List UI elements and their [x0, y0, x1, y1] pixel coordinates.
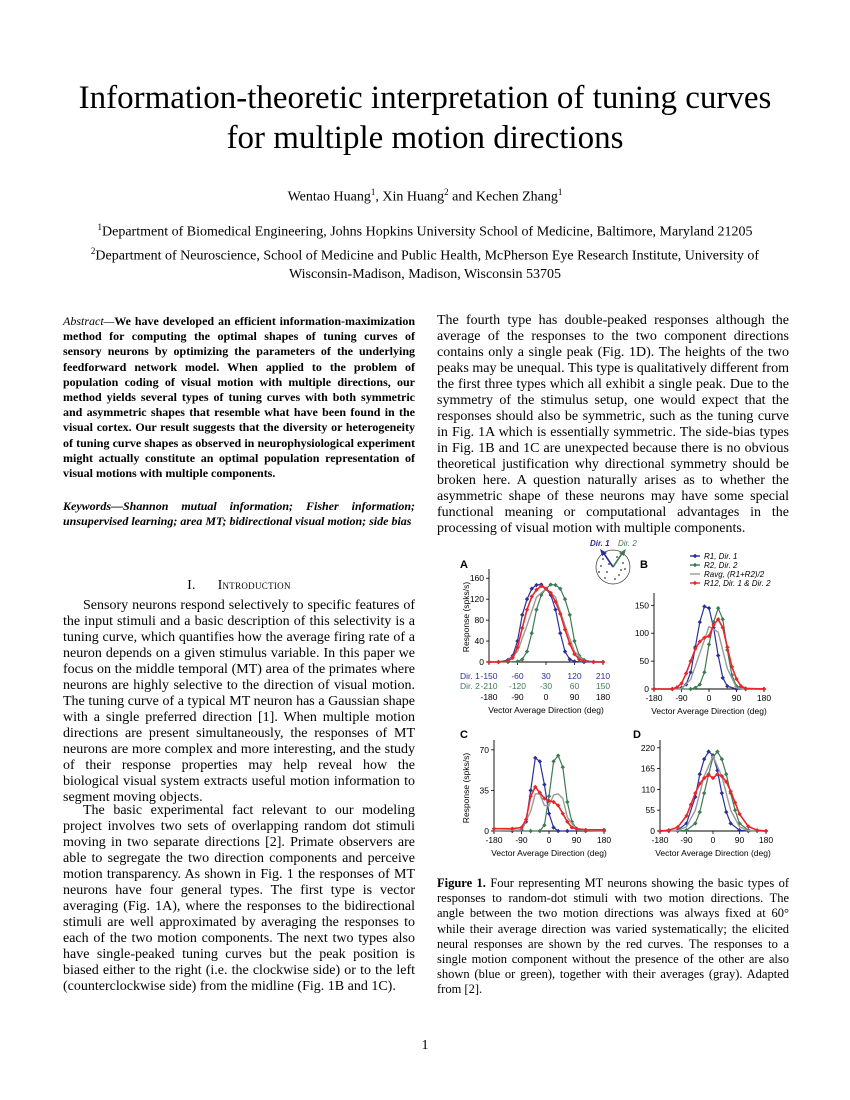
random-dot — [614, 578, 616, 580]
y-tick-label: 0 — [644, 684, 649, 694]
data-point — [725, 645, 729, 649]
y-axis-title-bottom: Response (spks/s) — [461, 752, 471, 824]
figure-1 — [437, 535, 797, 865]
legend-marker — [693, 581, 697, 585]
data-point — [496, 660, 500, 664]
data-point — [547, 794, 551, 798]
x-tick-label: 0 — [710, 835, 716, 845]
section-number: I. — [187, 577, 196, 592]
author-2: Xin Huang — [382, 189, 445, 205]
random-dot — [616, 556, 618, 558]
dir2-row-label: Dir. 2 — [460, 681, 480, 691]
affiliation-1-text: Department of Biomedical Engineering, Johns Hopkins University School of Medicine, Baltimore, Maryland 21205 — [102, 224, 753, 240]
y-tick-label: 165 — [640, 763, 655, 774]
affiliation-2 — [60, 242, 790, 284]
stimulus-icon — [590, 539, 637, 584]
data-point — [565, 829, 569, 833]
right-column-paragraph: The fourth type has double-peaked responses although the average of the responses to the two component directions contains only a single peak (Fig. 1D). The heights of the two peaks may be unequal. This type is qualitatively different from the first three types which all exhibit a single peak. Due to the symmetry of the stimulus setup, one would expect that the responses should also be symmetric, such as the tuning curve in Fig. 1A which is essentially symmetric. The side-bias types in Fig. 1B and 1C are unexpected because there is no obvious theoretical justification why directional symmetry should be broken here. A question naturally arises as to whether the asymmetric shape of these neurons may have some special functional meaning or computational advantages in the processing of visual motion with multiple components. — [437, 313, 789, 536]
x-tick-label: 90 — [571, 835, 582, 845]
data-point — [702, 791, 706, 795]
data-point — [658, 829, 662, 833]
dir2-tick-label: -210 — [480, 681, 498, 691]
data-point — [601, 660, 605, 664]
y-axis-title-top: Response (spks/s) — [461, 581, 471, 653]
panel-label: C — [460, 729, 468, 741]
x-tick-label: 0 — [546, 835, 552, 845]
x-tick-label: 90 — [734, 835, 745, 845]
x-tick-label: 0 — [543, 692, 549, 702]
section-title: Introduction — [217, 577, 291, 592]
dir1-icon-label: Dir. 1 — [590, 539, 610, 548]
random-dot — [618, 574, 620, 576]
data-point — [716, 653, 720, 657]
x-tick-label: -180 — [480, 692, 498, 702]
y-tick-label: 100 — [634, 628, 649, 639]
x-axis-title: Vector Average Direction (deg) — [491, 848, 607, 858]
abstract-text: We have developed an efficient information-maximization method for computing the optimal shapes of tuning curves of sensory neurons by optimizing the parameters of the underlying feedforward network model. When applied to the problem of population coding of visual motion with multiple directions, our method yields several types of tuning curves with both symmetric and asymmetric shapes that resemble what have been found in the visual cortex. Our result suggests that the diversity or heterogeneity of tuning curve shapes as observed in neurophysiological experiment might actually constitute an optimal population representation of visual motions with multiple components. — [63, 314, 415, 481]
x-tick-label: -180 — [645, 693, 663, 703]
caption-label: Figure 1. — [437, 876, 486, 890]
data-point — [762, 687, 766, 691]
data-point — [707, 642, 711, 646]
series-line — [660, 752, 766, 831]
dir2-icon-label: Dir. 2 — [618, 539, 637, 548]
x-tick-label: -180 — [651, 835, 669, 845]
paper-title — [40, 78, 810, 158]
panel-label: B — [640, 559, 648, 571]
y-tick-label: 160 — [469, 573, 484, 584]
data-point — [721, 617, 725, 621]
legend-marker — [693, 563, 697, 567]
x-tick-label: -180 — [485, 835, 503, 845]
series-line — [489, 585, 603, 663]
y-tick-label: 70 — [479, 744, 489, 755]
x-tick-label: -90 — [511, 692, 524, 702]
x-tick-label: 180 — [596, 835, 612, 845]
caption-text: Four representing MT neurons showing the basic types of responses to random-dot stimuli with two motion directions. The angle between the two motion directions was always fixed at 60° while their average direction was varied systematically; the elicited neural responses are shown by the red curves. The responses to a single motion component without the presence of the other are also shown (blue or green), together with their averages (gray). Adapted from [2]. — [437, 876, 789, 997]
series-line — [654, 608, 764, 689]
x-tick-label: 0 — [706, 693, 712, 703]
x-tick-label: -90 — [680, 835, 693, 845]
random-dot — [620, 569, 622, 571]
dir1-tick-label: 30 — [541, 671, 551, 681]
y-tick-label: 50 — [639, 656, 649, 667]
dir2-tick-label: 150 — [595, 681, 611, 691]
dir1-row-label: Dir. 1 — [460, 671, 480, 681]
dir1-tick-label: -60 — [511, 671, 524, 681]
section-heading — [63, 577, 415, 593]
random-dot — [622, 562, 624, 564]
data-point — [561, 765, 565, 769]
data-point — [707, 606, 711, 610]
legend — [690, 552, 771, 588]
panel-label: A — [460, 559, 468, 571]
author-3-sup: 1 — [557, 187, 563, 197]
data-point — [724, 810, 728, 814]
y-tick-label: 150 — [634, 600, 649, 611]
data-point — [568, 613, 572, 617]
author-2-sup: 2 — [444, 187, 449, 197]
data-point — [725, 684, 729, 688]
y-tick-label: 0 — [650, 826, 655, 836]
panel-label: D — [633, 729, 641, 741]
x-axis-title: Vector Average Direction (deg) — [488, 705, 604, 715]
x-axis-title: Vector Average Direction (deg) — [655, 848, 771, 858]
x-tick-label: -90 — [675, 693, 688, 703]
data-point — [572, 639, 576, 643]
keywords: Keywords—Shannon mutual information; Fisher information; unsupervised learning; area MT; bidirectional visual motion; side bias — [63, 499, 415, 529]
title-line-2: for multiple motion directions — [226, 120, 624, 156]
series-line — [660, 752, 766, 831]
data-point — [698, 810, 702, 814]
random-dot — [598, 571, 600, 573]
random-dot — [600, 565, 602, 567]
affiliation-1-sup: 1 — [97, 222, 102, 232]
x-axis-title: Vector Average Direction (deg) — [651, 706, 767, 716]
legend-label: R1, Dir. 1 — [704, 552, 738, 561]
author-list — [40, 187, 810, 206]
data-point — [542, 782, 546, 786]
data-point — [534, 607, 538, 611]
data-point — [487, 660, 491, 664]
legend-label: Ravg, (R1+R2)/2 — [704, 570, 765, 579]
abstract — [63, 314, 415, 481]
legend-label: R12, Dir. 1 & Dir. 2 — [704, 579, 771, 588]
data-point — [563, 597, 567, 601]
dir2-tick-label: -30 — [539, 681, 553, 691]
panel-a — [460, 559, 610, 715]
y-tick-label: 0 — [479, 657, 484, 667]
x-tick-label: -90 — [515, 835, 528, 845]
x-tick-label: 180 — [595, 692, 611, 702]
random-dot — [606, 571, 608, 573]
y-tick-label: 220 — [640, 742, 655, 753]
author-sep-1: , — [375, 189, 383, 205]
y-tick-label: 80 — [474, 615, 484, 626]
data-point — [553, 607, 557, 611]
series-line — [660, 756, 766, 831]
dir1-tick-label: 210 — [595, 671, 611, 681]
random-dot — [602, 558, 604, 560]
dir1-tick-label: -150 — [480, 671, 498, 681]
series-line — [660, 774, 766, 831]
y-tick-label: 55 — [645, 805, 655, 816]
data-point — [688, 687, 692, 691]
series-line — [489, 585, 603, 663]
legend-marker — [693, 554, 697, 558]
y-tick-label: 120 — [469, 594, 484, 605]
data-point — [558, 631, 562, 635]
author-1-sup: 1 — [370, 187, 376, 197]
series-line — [494, 756, 604, 831]
x-tick-label: 90 — [569, 692, 580, 702]
data-point — [764, 829, 768, 833]
data-point — [702, 670, 706, 674]
data-point — [720, 791, 724, 795]
data-point — [525, 607, 529, 611]
y-tick-label: 110 — [641, 784, 655, 795]
dir2-tick-label: -120 — [508, 681, 527, 691]
intro-paragraph-1: Sensory neurons respond selectively to specific features of the input stimuli and a basic description of this selectivity is a tuning curve, which quantifies how the average firing rate of a neuron depends on a given stimulus variable. In this paper we focus on the middle temporal (MT) area of the primates where neurons are highly selective to the direction of visual motion. The tuning curve of a typical MT neuron has a Gaussian shape with a single preferred direction [1]. When multiple motion directions are present simultaneously, the responses of MT neurons are more complex and more interesting, and the study of their response properties may help reveal how the biological visual system extracts useful motion information to segment moving objects. — [63, 598, 415, 805]
data-point — [652, 687, 656, 691]
data-point — [520, 613, 524, 617]
data-point — [565, 800, 569, 804]
panel-d — [633, 729, 773, 858]
data-point — [698, 772, 702, 776]
data-point — [515, 659, 519, 663]
data-point — [525, 597, 529, 601]
page-number: 1 — [421, 1038, 429, 1053]
series-line — [489, 589, 603, 662]
data-point — [547, 811, 551, 815]
panel-c — [460, 729, 611, 858]
data-point — [702, 604, 706, 608]
data-point — [670, 687, 674, 691]
y-tick-label: 35 — [479, 785, 489, 796]
random-dot — [624, 568, 626, 570]
abstract-lead: Abstract— — [63, 314, 115, 328]
title-line-1: Information-theoretic interpretation of tuning curves — [78, 80, 772, 116]
data-point — [528, 829, 532, 833]
data-point — [698, 620, 702, 624]
affiliation-1 — [60, 218, 790, 242]
data-point — [572, 659, 576, 663]
dir1-tick-label: 120 — [567, 671, 582, 681]
x-tick-label: 90 — [731, 693, 742, 703]
y-tick-label: 40 — [474, 636, 484, 647]
series-line — [654, 619, 764, 689]
data-point — [724, 772, 728, 776]
data-point — [530, 631, 534, 635]
data-point — [716, 606, 720, 610]
affiliation-2-sup: 2 — [90, 246, 96, 256]
x-tick-label: 180 — [758, 835, 774, 845]
data-point — [492, 826, 496, 830]
intro-paragraph-2: The basic experimental fact relevant to our modeling project involves two sets of overlapping random dot stimuli moving in two separate directions [2]. Primate observers are able to segregate the two direction components and perceive motion transparency. As shown in Fig. 1 the responses of MT neurons have four general types. The first type is vector averaging (Fig. 1A), where the responses to the bidirectional stimuli are well approximated by averaging the responses to each of the two motion components. The next two types also have single-peaked tuning curves but the peak position is biased either to the right (i.e. the clockwise side) or to the left (counterclockwise side) from the midline (Fig. 1B and 1C). — [63, 803, 415, 994]
dir2-tick-label: 60 — [569, 681, 580, 691]
author-sep-2: and — [448, 189, 476, 205]
x-tick-label: 180 — [756, 693, 772, 703]
series-line — [489, 586, 603, 662]
y-tick-label: 0 — [484, 826, 489, 836]
author-1: Wentao Huang — [287, 189, 371, 205]
data-point — [667, 828, 671, 832]
figure-caption — [437, 876, 789, 998]
author-3: Kechen Zhang — [475, 189, 558, 205]
data-point — [591, 660, 595, 664]
random-dot — [604, 577, 606, 579]
legend-label: R2, Dir. 2 — [704, 561, 738, 570]
affiliation-2-text: Department of Neuroscience, School of Medicine and Public Health, McPherson Eye Research Institute, University of Wisconsin-Madison, Madison, Wisconsin 53705 — [95, 248, 760, 282]
